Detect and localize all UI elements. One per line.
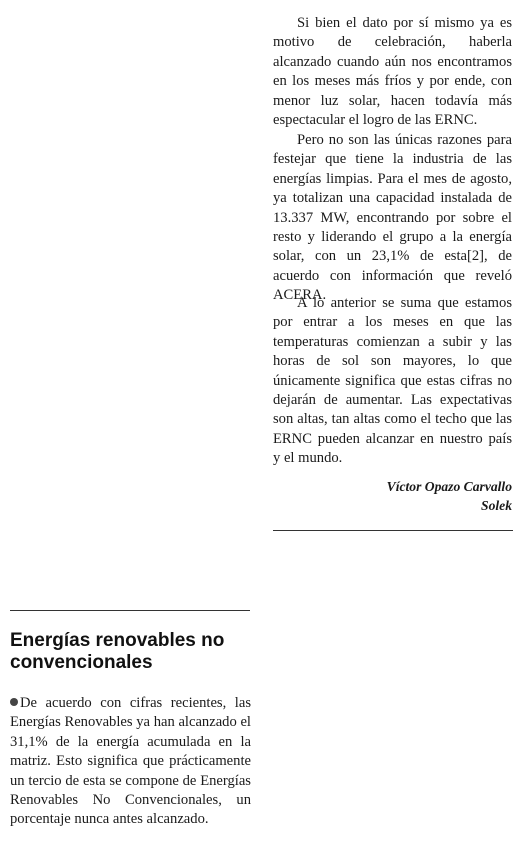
- left-column-divider: [10, 610, 250, 611]
- section-body: [10, 694, 251, 830]
- article-paragraph-1: Si bien el dato por sí mismo ya es motivo de celebración, haberla alcanzado cuando aún nos encontramos en los meses más fríos y por ende, con menor luz solar, hacen todavía más espectacular el logro de las ERNC.: [273, 15, 512, 129]
- article-paragraph-2: Pero no son las únicas razones para festejar que tiene la industria de las energías limpias. Para el mes de agosto, ya totalizan una capacidad instalada de 13.337 MW, encontrando por sobre el resto y liderando el grupo a la energía solar, con un 23,1% de esta[2], de acuerdo con información que reveló ACERA.: [273, 132, 512, 304]
- right-column-divider: [273, 530, 513, 531]
- author-organization: Solek: [481, 498, 512, 513]
- bullet-icon: [10, 698, 18, 706]
- article-paragraph-3: A lo anterior se suma que estamos por entrar a los meses en que las temperaturas comienzan a subir y las horas de sol son mayores, lo que únicamente significa que estas cifras no dejarán de aumentar. Las expectativas son altas, tan altas como el techo que las ERNC pueden alcanzar en nuestro país y el mundo.: [273, 295, 512, 467]
- section-body-text: De acuerdo con cifras recientes, las Energías Renovables ya han alcanzado el 31,1% de la energía acumulada en la matriz. Esto significa que prácticamente un tercio de esta se compone de Energías Renovables No Convencionales, un porcentaje nunca antes alcanzado.: [10, 695, 251, 828]
- section-headline: Energías renovables no convencionales: [10, 630, 225, 673]
- author-name: Víctor Opazo Carvallo: [386, 479, 512, 494]
